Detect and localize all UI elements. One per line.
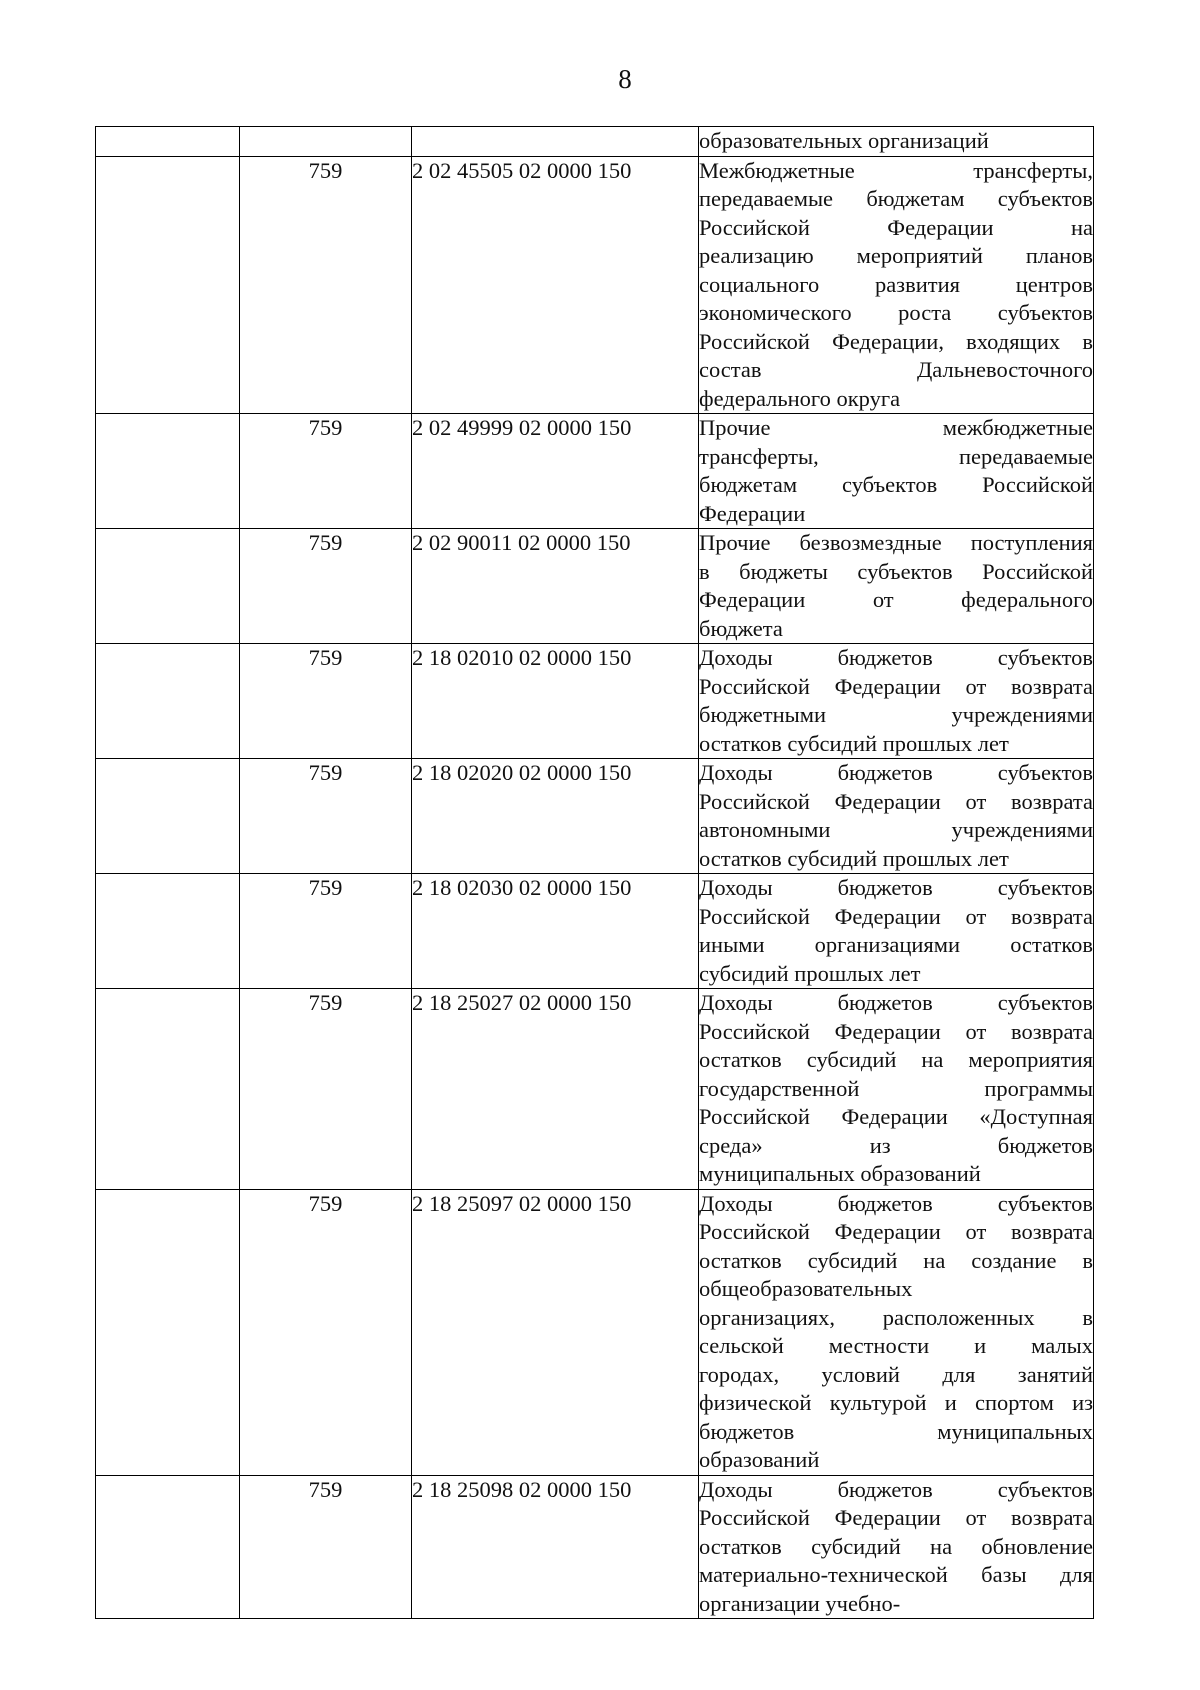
revenue-name-cell xyxy=(699,1189,1094,1475)
empty-cell xyxy=(96,529,240,644)
revenue-name-line: Российской Федерации от возврата xyxy=(699,1018,1093,1044)
revenue-name-line: автономными учреждениями xyxy=(699,817,1093,842)
revenue-name-cell xyxy=(699,759,1094,874)
empty-cell xyxy=(96,414,240,529)
empty-cell xyxy=(96,644,240,759)
revenue-code-cell: 2 18 02030 02 0000 150 xyxy=(412,874,699,989)
revenue-name-line: материально-технической базы для xyxy=(699,1562,1093,1587)
revenue-name-line: Российской Федерации «Доступная xyxy=(699,1104,1093,1129)
revenue-name-line: остатков субсидий на мероприятия xyxy=(699,1047,1093,1072)
revenue-name-line: Прочие межбюджетные xyxy=(699,415,1093,440)
revenue-name-line: состав Дальневосточного xyxy=(699,357,1093,382)
revenue-name-line: остатков субсидий на создание в xyxy=(699,1247,1093,1273)
admin-code-cell: 759 xyxy=(240,644,412,759)
table-body xyxy=(96,127,1094,1619)
revenue-name-line: Доходы бюджетов субъектов xyxy=(699,645,1093,670)
admin-code-cell: 759 xyxy=(240,759,412,874)
revenue-name-line: передаваемые бюджетам субъектов xyxy=(699,186,1093,211)
table-row xyxy=(96,414,1094,529)
revenue-name-line: государственной программы xyxy=(699,1075,1093,1101)
revenue-name-line: общеобразовательных xyxy=(699,1276,913,1301)
table-row xyxy=(96,759,1094,874)
empty-cell xyxy=(96,759,240,874)
empty-cell xyxy=(96,989,240,1190)
revenue-name-line: субсидий прошлых лет xyxy=(699,960,921,986)
revenue-codes-table xyxy=(95,126,1094,1619)
revenue-name-line: трансферты, передаваемые xyxy=(699,443,1093,469)
revenue-name-line: организациях, расположенных в xyxy=(699,1304,1093,1330)
admin-code-cell: 759 xyxy=(240,874,412,989)
revenue-name-line: иными организациями остатков xyxy=(699,932,1093,957)
revenue-name-line: остатков субсидий прошлых лет xyxy=(699,730,1009,756)
revenue-name-line: Российской Федерации от возврата xyxy=(699,673,1093,699)
empty-cell xyxy=(96,156,240,414)
table-row xyxy=(96,874,1094,989)
revenue-name-line: Российской Федерации на xyxy=(699,214,1093,240)
revenue-name-line: Доходы бюджетов субъектов xyxy=(699,990,1093,1015)
revenue-code-cell: 2 18 25098 02 0000 150 xyxy=(412,1475,699,1619)
revenue-name-cell xyxy=(699,989,1094,1190)
table-row xyxy=(96,1475,1094,1619)
empty-cell xyxy=(96,1189,240,1475)
revenue-name-cell xyxy=(699,156,1094,414)
revenue-name-cell xyxy=(699,1475,1094,1619)
revenue-code-cell xyxy=(412,127,699,157)
revenue-name-line: реализацию мероприятий планов xyxy=(699,243,1093,268)
revenue-name-line: Российской Федерации от возврата xyxy=(699,903,1093,929)
revenue-name-line: Доходы бюджетов субъектов xyxy=(699,1190,1093,1216)
revenue-code-cell: 2 02 45505 02 0000 150 xyxy=(412,156,699,414)
admin-code-cell: 759 xyxy=(240,1475,412,1619)
admin-code-cell: 759 xyxy=(240,414,412,529)
revenue-name-cell xyxy=(699,414,1094,529)
revenue-code-cell: 2 18 25027 02 0000 150 xyxy=(412,989,699,1190)
revenue-name-line: Доходы бюджетов субъектов xyxy=(699,760,1093,785)
table-row xyxy=(96,127,1094,157)
revenue-name-line: среда» из бюджетов xyxy=(699,1132,1093,1158)
table-row xyxy=(96,529,1094,644)
revenue-name-cell xyxy=(699,127,1094,157)
admin-code-cell: 759 xyxy=(240,529,412,644)
revenue-code-cell: 2 02 49999 02 0000 150 xyxy=(412,414,699,529)
revenue-name-line: бюджетам субъектов Российской xyxy=(699,472,1093,497)
revenue-name-cell xyxy=(699,644,1094,759)
table-row xyxy=(96,1189,1094,1475)
revenue-name-line: в бюджеты субъектов Российской xyxy=(699,558,1093,584)
revenue-name-line: физической культурой и спортом из xyxy=(699,1390,1093,1415)
revenue-name-line: образовательных организаций xyxy=(699,128,989,153)
empty-cell xyxy=(96,874,240,989)
revenue-name-line: бюджета xyxy=(699,615,783,641)
revenue-name-line: Российской Федерации от возврата xyxy=(699,1219,1093,1244)
revenue-name-line: Доходы бюджетов субъектов xyxy=(699,1476,1093,1502)
page-number: 8 xyxy=(618,64,632,94)
revenue-name-line: федерального округа xyxy=(699,385,901,411)
revenue-name-line: социального развития центров xyxy=(699,271,1093,297)
revenue-name-line: бюджетными учреждениями xyxy=(699,702,1093,727)
revenue-name-cell xyxy=(699,874,1094,989)
revenue-name-line: городах, условий для занятий xyxy=(699,1361,1093,1387)
admin-code-cell: 759 xyxy=(240,1189,412,1475)
revenue-code-cell: 2 18 02020 02 0000 150 xyxy=(412,759,699,874)
revenue-name-line: Межбюджетные трансферты, xyxy=(699,157,1093,183)
revenue-code-cell: 2 18 02010 02 0000 150 xyxy=(412,644,699,759)
revenue-name-line: экономического роста субъектов xyxy=(699,300,1093,325)
admin-code-cell: 759 xyxy=(240,989,412,1190)
revenue-name-line: Прочие безвозмездные поступления xyxy=(699,530,1093,555)
revenue-name-line: сельской местности и малых xyxy=(699,1333,1093,1358)
empty-cell xyxy=(96,1475,240,1619)
revenue-name-line: бюджетов муниципальных xyxy=(699,1418,1093,1444)
revenue-name-line: образований xyxy=(699,1447,820,1472)
revenue-name-line: Федерации xyxy=(699,500,806,526)
revenue-name-line: Российской Федерации от возврата xyxy=(699,788,1093,814)
table-row xyxy=(96,989,1094,1190)
table-row xyxy=(96,644,1094,759)
revenue-name-line: Доходы бюджетов субъектов xyxy=(699,875,1093,900)
revenue-name-line: остатков субсидий прошлых лет xyxy=(699,845,1009,871)
empty-cell xyxy=(96,127,240,157)
revenue-name-line: Федерации от федерального xyxy=(699,587,1093,612)
revenue-name-line: организации учебно- xyxy=(699,1590,901,1616)
admin-code-cell xyxy=(240,127,412,157)
revenue-name-line: Российской Федерации от возврата xyxy=(699,1505,1093,1530)
revenue-name-line: остатков субсидий на обновление xyxy=(699,1533,1093,1559)
revenue-name-line: Российской Федерации, входящих в xyxy=(699,328,1093,354)
revenue-code-cell: 2 02 90011 02 0000 150 xyxy=(412,529,699,644)
admin-code-cell: 759 xyxy=(240,156,412,414)
revenue-name-line: муниципальных образований xyxy=(699,1161,981,1186)
table-row xyxy=(96,156,1094,414)
revenue-code-cell: 2 18 25097 02 0000 150 xyxy=(412,1189,699,1475)
revenue-name-cell xyxy=(699,529,1094,644)
